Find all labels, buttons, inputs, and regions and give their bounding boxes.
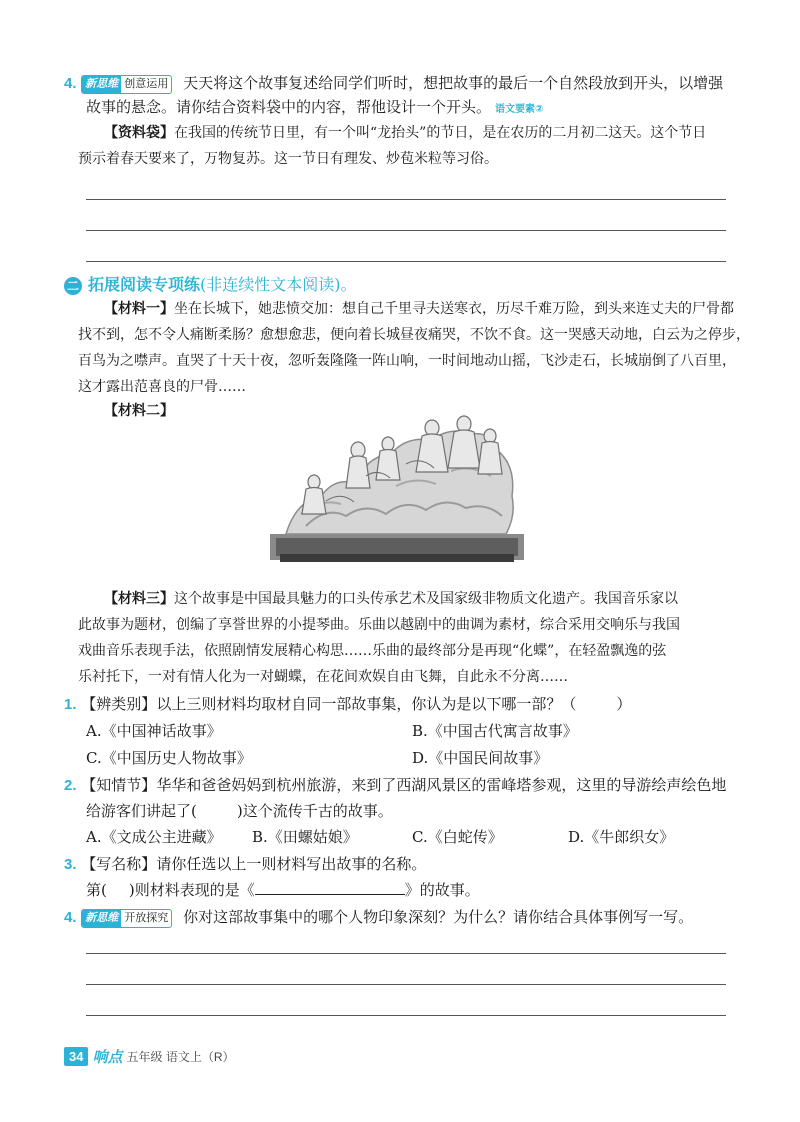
question-2-text-b: )这个流传千古的故事。 <box>236 802 393 820</box>
material-1-line4: 这才露出范喜良的尸骨…… <box>78 379 246 395</box>
question-1-label: 【辨类别】 <box>81 695 157 713</box>
question-2-text: 华华和爸爸妈妈到杭州旅游，来到了西湖风景区的雷峰塔参观，这里的导游绘声绘色地 <box>156 776 727 794</box>
footer-text: 五年级 语文上（R） <box>126 1050 235 1064</box>
q2-option-b[interactable]: B.《田螺姑娘》 <box>252 828 358 846</box>
section-number-icon: 二 <box>64 277 82 295</box>
sculpture-illustration <box>266 406 528 566</box>
question-3-fill <box>86 880 480 900</box>
question-number: 2. <box>64 777 77 794</box>
question-4-text: 你对这部故事集中的哪个人物印象深刻？为什么？请你结合具体事例写一写。 <box>183 908 694 926</box>
material-1-text: 坐在长城下，她悲愤交加：想自己千里寻夫送寒衣，历尽千难万险，到头来连丈夫的尸骨都 <box>174 301 734 317</box>
new-thinking-badge <box>81 909 172 928</box>
material-3-line4: 乐衬托下，一对有情人化为一对蝴蝶，在花间欢娱自由飞舞，自此永不分离…… <box>78 669 568 685</box>
question-text: 天天将这个故事复述给同学们听时，想把故事的最后一个自然段放到开头，以增强 <box>183 74 724 92</box>
page-footer <box>64 1046 235 1067</box>
section-subtitle: (非连续性文本阅读)。 <box>200 275 357 294</box>
close-paren: ） <box>616 695 632 713</box>
material-bag <box>104 123 706 143</box>
material-3-line2: 此故事为题材，创编了享誉世界的小提琴曲。乐曲以越剧中的曲调为素材，综合采用交响乐与我国 <box>78 617 680 633</box>
question-4-top-line2 <box>86 97 543 120</box>
page-number: 34 <box>64 1047 88 1066</box>
answer-line[interactable] <box>86 230 726 231</box>
question-2-line2 <box>86 801 393 821</box>
q2-option-c[interactable]: C.《白蛇传》 <box>412 828 503 846</box>
badge-main: 新思维 <box>82 76 121 93</box>
material-bag-line2: 预示着春天要来了，万物复苏。这一节日有理发、炒苞米粒等习俗。 <box>78 151 498 167</box>
brand-logo: 响点 <box>92 1049 123 1066</box>
new-thinking-badge <box>81 75 172 94</box>
question-3-text: 请你任选以上一则材料写出故事的名称。 <box>156 855 427 873</box>
answer-line[interactable] <box>86 261 726 262</box>
badge-main: 新思维 <box>82 910 121 927</box>
fill-text-c: 》的故事。 <box>404 881 480 899</box>
question-number: 4. <box>64 75 77 92</box>
q1-option-b[interactable]: B.《中国古代寓言故事》 <box>412 722 578 740</box>
q2-option-a[interactable]: A.《文成公主进藏》 <box>86 828 222 846</box>
q2-option-d[interactable]: D.《牛郎织女》 <box>568 828 675 846</box>
q1-option-a[interactable]: A.《中国神话故事》 <box>86 722 222 740</box>
material-1-line2: 找不到，怎不令人痛断柔肠？愈想愈悲，便向着长城昼夜痛哭，不饮不食。这一哭感天动地，白云为之停步， <box>78 327 750 343</box>
question-3 <box>64 854 426 875</box>
material-1-label: 【材料一】 <box>104 301 174 317</box>
story-name-blank[interactable] <box>255 880 405 895</box>
material-2-label: 【材料二】 <box>104 403 174 419</box>
question-4 <box>64 907 693 928</box>
answer-line[interactable] <box>86 1015 726 1016</box>
question-1-text: 以上三则材料均取材自同一部故事集，你认为是以下哪一部？（ <box>156 695 577 713</box>
question-number: 4. <box>64 909 77 926</box>
material-3-line3: 戏曲音乐表现手法，依照剧情发展精心构思……乐曲的最终部分是再现“化蝶”，在轻盈飘逸的弦 <box>78 643 667 659</box>
answer-line[interactable] <box>86 199 726 200</box>
material-1-line3: 百鸟为之噤声。直哭了十天十夜，忽听轰隆隆一阵山响，一时间地动山摇，飞沙走石，长城崩倒了八百里， <box>78 353 736 369</box>
question-3-label: 【写名称】 <box>81 855 157 873</box>
section-title: 拓展阅读专项练 <box>88 277 201 294</box>
question-number: 1. <box>64 696 77 713</box>
section-heading <box>64 272 357 295</box>
question-2-label: 【知情节】 <box>81 776 157 794</box>
q1-option-d[interactable]: D.《中国民间故事》 <box>412 749 549 767</box>
question-2 <box>64 775 726 796</box>
material-3 <box>104 589 678 609</box>
question-1 <box>64 694 631 715</box>
question-4-top <box>64 73 723 94</box>
question-text-line2: 故事的悬念。请你结合资料袋中的内容，帮他设计一个开头。 <box>86 98 492 116</box>
fill-text-a: 第( <box>86 881 107 899</box>
element-tag: 语文要素② <box>495 104 544 115</box>
material-3-label: 【材料三】 <box>104 591 174 607</box>
material-bag-label: 【资料袋】 <box>104 125 174 141</box>
question-number: 3. <box>64 856 77 873</box>
q1-option-c[interactable]: C.《中国历史人物故事》 <box>86 749 252 767</box>
badge-sub: 创意运用 <box>124 77 169 90</box>
answer-line[interactable] <box>86 984 726 985</box>
material-3-text: 这个故事是中国最具魅力的口头传承艺术及国家级非物质文化遗产。我国音乐家以 <box>174 591 678 607</box>
badge-sub: 开放探究 <box>124 911 169 924</box>
question-2-text-a: 给游客们讲起了( <box>86 802 197 820</box>
sculpture-image <box>266 406 528 566</box>
fill-text-b: )则材料表现的是《 <box>128 881 255 899</box>
material-bag-text: 在我国的传统节日里，有一个叫“龙抬头”的节日，是在农历的二月初二这天。这个节日 <box>174 125 707 141</box>
material-1 <box>104 299 734 319</box>
answer-line[interactable] <box>86 953 726 954</box>
